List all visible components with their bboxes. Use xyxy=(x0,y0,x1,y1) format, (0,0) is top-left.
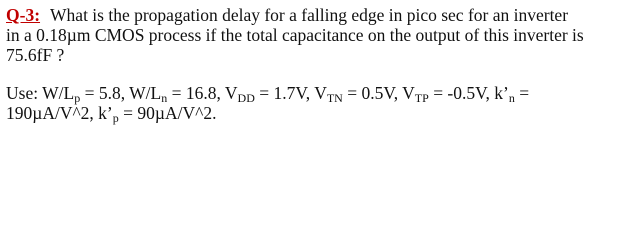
given-vtn: = 1.7V, V xyxy=(254,83,327,103)
given-sub-p: p xyxy=(74,91,81,105)
given-sub-kn: n xyxy=(508,91,515,105)
question-text xyxy=(6,5,626,65)
question-line-3: 75.6fF ? xyxy=(6,45,65,65)
given-sub-n: n xyxy=(161,91,168,105)
given-vdd: = 16.8, V xyxy=(167,83,238,103)
question-line-2: in a 0.18µm CMOS process if the total capacitance on the output of this inverter is xyxy=(6,25,584,45)
question-label: Q-3: xyxy=(6,5,41,25)
given-sub-tp: TP xyxy=(414,91,429,105)
given-vtp: = 0.5V, V xyxy=(342,83,415,103)
given-intro: Use: W/L xyxy=(6,83,75,103)
given-kn-eq: = xyxy=(514,83,530,103)
given-line2-a: 190µA/V^2, k’ xyxy=(6,103,113,123)
question-block xyxy=(6,5,626,123)
given-wln: = 5.8, W/L xyxy=(80,83,162,103)
given-sub-tn: TN xyxy=(326,91,343,105)
question-line-1: What is the propagation delay for a falling edge in pico sec for an inverter xyxy=(50,5,569,25)
given-line2-b: = 90µA/V^2. xyxy=(118,103,217,123)
given-sub-dd: DD xyxy=(237,91,255,105)
given-sub-kp: p xyxy=(112,111,119,125)
given-parameters xyxy=(6,83,626,123)
given-kn: = -0.5V, k’ xyxy=(428,83,509,103)
